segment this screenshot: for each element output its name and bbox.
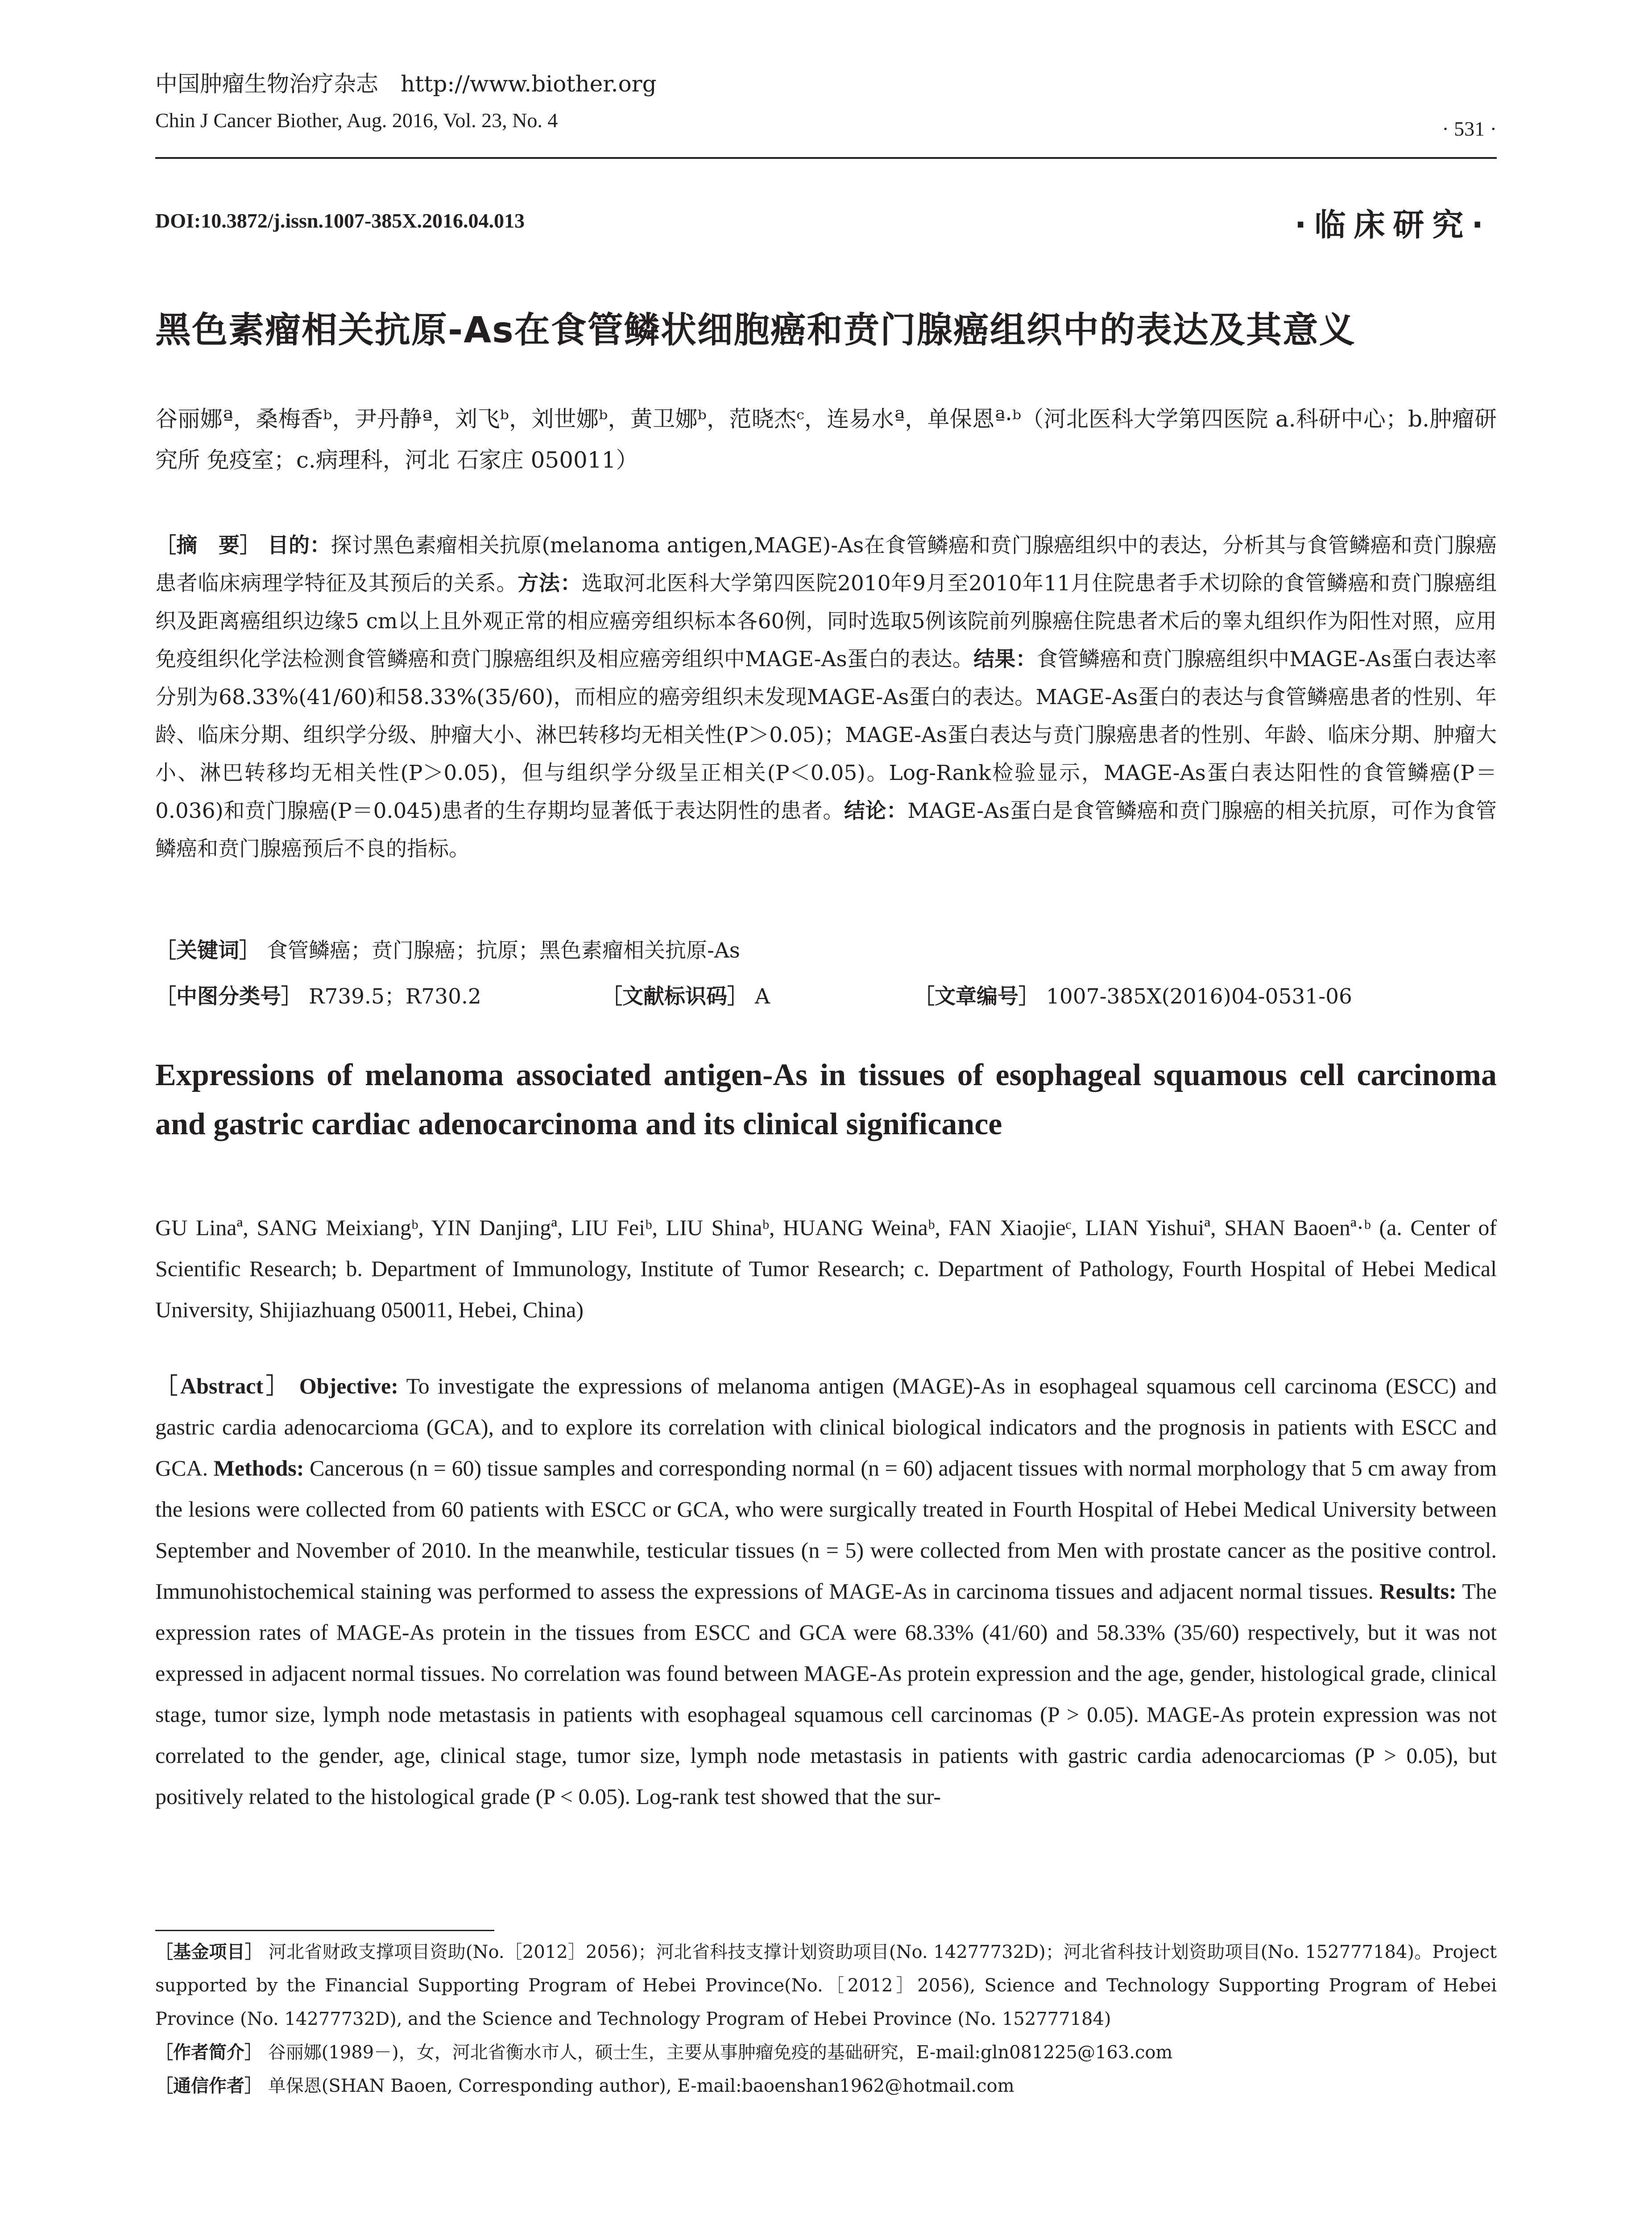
authors-affiliations-en: GU Linaª, SANG Meixiangᵇ, YIN Danjingª, LIU Feiᵇ, LIU Shinaᵇ, HUANG Weinaᵇ, FAN Xiaojieᶜ, LIAN Yishuiª, SHAN Baoenª·ᵇ (a. Center of Scientific Research; b. Department of Immunology, Institute of Tumor Research; c. Department of Pathology, Fourth Hospital of Hebei Medical University, Shijiazhuang 050011, Hebei, China) [155, 1215, 1497, 1322]
methods-label-en: Methods: [213, 1456, 304, 1480]
authors-affiliations-cn: 谷丽娜ª，桑梅香ᵇ，尹丹静ª，刘飞ᵇ，刘世娜ᵇ，黄卫娜ᵇ，范晓杰ᶜ，连易水ª，单保恩ª·ᵇ（河北医科大学第四医院 a.科研中心；b.肿瘤研究所 免疫室；c.病理科，河北 石家庄 050011） [155, 406, 1497, 473]
methods-text-en: Cancerous (n = 60) tissue samples and corresponding normal (n = 60) adjacent tissues with normal morphology that 5 cm away from the lesions were collected from 60 patients with ESCC or GCA, who were surgically treated in Fourth Hospital of Hebei Medical University between September and November of 2010. In the meanwhile, testicular tissues (n = 5) were collected from Men with prostate cancer as the positive control. Immunohistochemical staining was performed to assess the expressions of MAGE-As in carcinoma tissues and adjacent normal tissues. [155, 1456, 1497, 1604]
methods-label-cn: 方法： [518, 571, 582, 596]
abstract-label-cn: ［摘 要］ [155, 533, 261, 558]
keywords-label: ［关键词］ [155, 938, 260, 963]
article-title-cn: 黑色素瘤相关抗原-As在食管鳞状细胞癌和贲门腺癌组织中的表达及其意义 [155, 309, 1356, 351]
abstract-cn [155, 527, 1497, 868]
conclusion-text-cn: MAGE-As蛋白是食管鳞癌和贲门腺癌的相关抗原，可作为食管鳞癌和贲门腺癌预后不良的指标。 [155, 799, 1497, 861]
footnotes [155, 1936, 1497, 2103]
abstract-label-en: ［Abstract］ [155, 1373, 291, 1398]
article-title-en: Expressions of melanoma associated antigen-As in tissues of esophageal squamous cell carcinoma and gastric cardiac adenocarcinoma and its clinical significance [155, 1058, 1497, 1141]
corresponding-author-label: ［通信作者］ [155, 2076, 262, 2096]
journal-citation-en: Chin J Cancer Biother, Aug. 2016, Vol. 23, No. 4 [155, 109, 558, 132]
clc-label: ［中图分类号］ [155, 984, 302, 1009]
funding-footnote [155, 1936, 1497, 2036]
clc-number [155, 980, 481, 1010]
keywords-text: 食管鳞癌；贲门腺癌；抗原；黑色素瘤相关抗原-As [266, 938, 740, 963]
results-text-cn: 食管鳞癌和贲门腺癌组织中MAGE-As蛋白表达率分别为68.33%(41/60)和58.33%(35/60)，而相应的癌旁组织未发现MAGE-As蛋白的表达。MAGE-As蛋白的表达与食管鳞癌患者的性别、年龄、临床分期、组织学分级、肿瘤大小、淋巴转移均无相关性(P＞0.05)；MAGE-As蛋白表达与贲门腺癌患者的性别、年龄、临床分期、肿瘤大小、淋巴转移均无相关性(P＞0.05)，但与组织学分级呈正相关(P＜0.05)。Log-Rank检验显示，MAGE-As蛋白表达阳性的食管鳞癌(P＝0.036)和贲门腺癌(P＝0.045)患者的生存期均显著低于表达阴性的患者。 [155, 647, 1497, 823]
objective-text-cn: 探讨黑色素瘤相关抗原(melanoma antigen,MAGE)-As在食管鳞癌和贲门腺癌组织中的表达，分析其与食管鳞癌和贲门腺癌患者临床病理学特征及其预后的关系。 [155, 533, 1497, 596]
abstract-en [155, 1365, 1497, 1817]
corresponding-author-text: 单保恩(SHAN Baoen, Corresponding author), E-mail:baoenshan1962@hotmail.com [268, 2076, 1014, 2096]
results-label-en: Results: [1379, 1579, 1457, 1604]
results-text-en: The expression rates of MAGE-As protein in the tissues from ESCC and GCA were 68.33% (41/60) and 58.33% (35/60) respectively, but it was not expressed in adjacent normal tissues. No correlation was found between MAGE-As protein expression and the age, gender, histological grade, clinical stage, tumor size, lymph node metastasis in patients with esophageal squamous cell carcinomas (P > 0.05). MAGE-As protein expression was not correlated to the gender, age, clinical stage, tumor size, lymph node metastasis in patients with gastric cardia adenocarciomas (P > 0.05), but positively related to the histological grade (P < 0.05). Log-rank test showed that the sur- [155, 1579, 1497, 1809]
clc-value: R739.5；R730.2 [308, 984, 481, 1009]
objective-text-en: To investigate the expressions of melanoma antigen (MAGE)-As in esophageal squamous cell carcinoma (ESCC) and gastric cardia adenocarcioma (GCA), and to explore its correlation with clinical biological indicators and the prognosis in patients with ESCC and GCA. [155, 1373, 1497, 1480]
header-divider [155, 157, 1497, 159]
corresponding-author-footnote [155, 2069, 1497, 2103]
funding-text: 河北省财政支撑项目资助(No.［2012］2056)；河北省科技支撑计划资助项目(No. 14277732D)；河北省科技计划资助项目(No. 152777184)。Project supported by the Financial Supporting Program of Hebei Province(No.［2012］2056), Science and Technology Supporting Program of Hebei Province (No. 14277732D), and the Science and Technology Program of Hebei Province (No. 152777184) [155, 1942, 1497, 2029]
results-label-cn: 结果： [973, 647, 1037, 672]
doi: DOI:10.3872/j.issn.1007-385X.2016.04.013 [155, 209, 525, 232]
footnote-divider [155, 1930, 494, 1931]
document-code-value: A [754, 984, 770, 1009]
page-number: · 531 · [1442, 117, 1497, 140]
journal-name-cn: 中国肿瘤生物治疗杂志 http://www.biother.org [155, 71, 657, 97]
conclusion-label-cn: 结论： [844, 799, 908, 823]
section-tag: ·临床研究· [1294, 207, 1491, 243]
objective-label-en: Objective: [299, 1373, 398, 1398]
author-bio-footnote [155, 2036, 1497, 2069]
article-number [914, 980, 1352, 1010]
document-code-label: ［文献标识码］ [601, 984, 748, 1009]
funding-label: ［基金项目］ [155, 1942, 263, 1962]
article-number-label: ［文章编号］ [914, 984, 1039, 1009]
article-number-value: 1007-385X(2016)04-0531-06 [1046, 984, 1352, 1009]
author-bio-text: 谷丽娜(1989－)，女，河北省衡水市人，硕士生，主要从事肿瘤免疫的基础研究，E-mail:gln081225@163.com [268, 2042, 1173, 2063]
document-code [601, 980, 770, 1010]
objective-label-cn: 目的： [267, 533, 331, 558]
author-bio-label: ［作者简介］ [155, 2042, 262, 2063]
methods-text-cn: 选取河北医科大学第四医院2010年9月至2010年11月住院患者手术切除的食管鳞癌和贲门腺癌组织及距离癌组织边缘5 cm以上且外观正常的相应癌旁组织标本各60例，同时选取5例该院前列腺癌住院患者术后的睾丸组织作为阳性对照，应用免疫组织化学法检测食管鳞癌和贲门腺癌组织及相应癌旁组织中MAGE-As蛋白的表达。 [155, 571, 1497, 672]
keywords-cn [155, 934, 1497, 964]
